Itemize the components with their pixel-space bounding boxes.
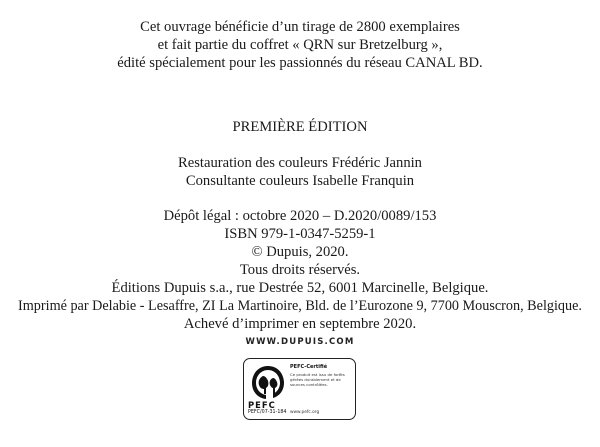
pefc-certification-label [243, 358, 356, 420]
legal-deposit: Dépôt légal : octobre 2020 – D.2020/0089/153 [163, 208, 437, 224]
pefc-license-code: PEFC/07-31-184 [248, 410, 287, 415]
pefc-website: www.pefc.org [290, 410, 320, 415]
printer-address: Imprimé par Delabie - Lesaffre, ZI La Martinoire, Bld. de l’Eurozone 9, 7700 Mouscron, Belgique. [18, 298, 582, 314]
website-link[interactable]: WWW.DUPUIS.COM [245, 337, 355, 347]
isbn: ISBN 979-1-0347-5259-1 [224, 226, 376, 242]
pefc-description: Ce produit est issu de forêts gérées durablement et de sources contrôlées. [290, 372, 345, 387]
pefc-certified-label: PEFC-Certifié [290, 364, 328, 370]
rights-reserved: Tous droits réservés. [239, 262, 361, 278]
color-restoration-credit: Restauration des couleurs Frédéric Jannin [178, 155, 422, 171]
edition-heading: PREMIÈRE ÉDITION [232, 119, 368, 135]
print-run-line: Cet ouvrage bénéficie d’un tirage de 2800 exemplaires [140, 19, 460, 35]
color-consultant-credit: Consultante couleurs Isabelle Franquin [185, 173, 415, 189]
pefc-wordmark: PEFC [248, 400, 276, 410]
network-line: édité spécialement pour les passionnés du réseau CANAL BD. [117, 55, 483, 71]
publisher-address: Éditions Dupuis s.a., rue Destrée 52, 6001 Marcinelle, Belgique. [111, 280, 489, 296]
print-completion: Achevé d’imprimer en septembre 2020. [183, 316, 417, 332]
pefc-trees-logo-icon [249, 364, 287, 404]
copyright: © Dupuis, 2020. [251, 244, 349, 260]
boxset-line: et fait partie du coffret « QRN sur Bretzelburg », [157, 37, 443, 53]
